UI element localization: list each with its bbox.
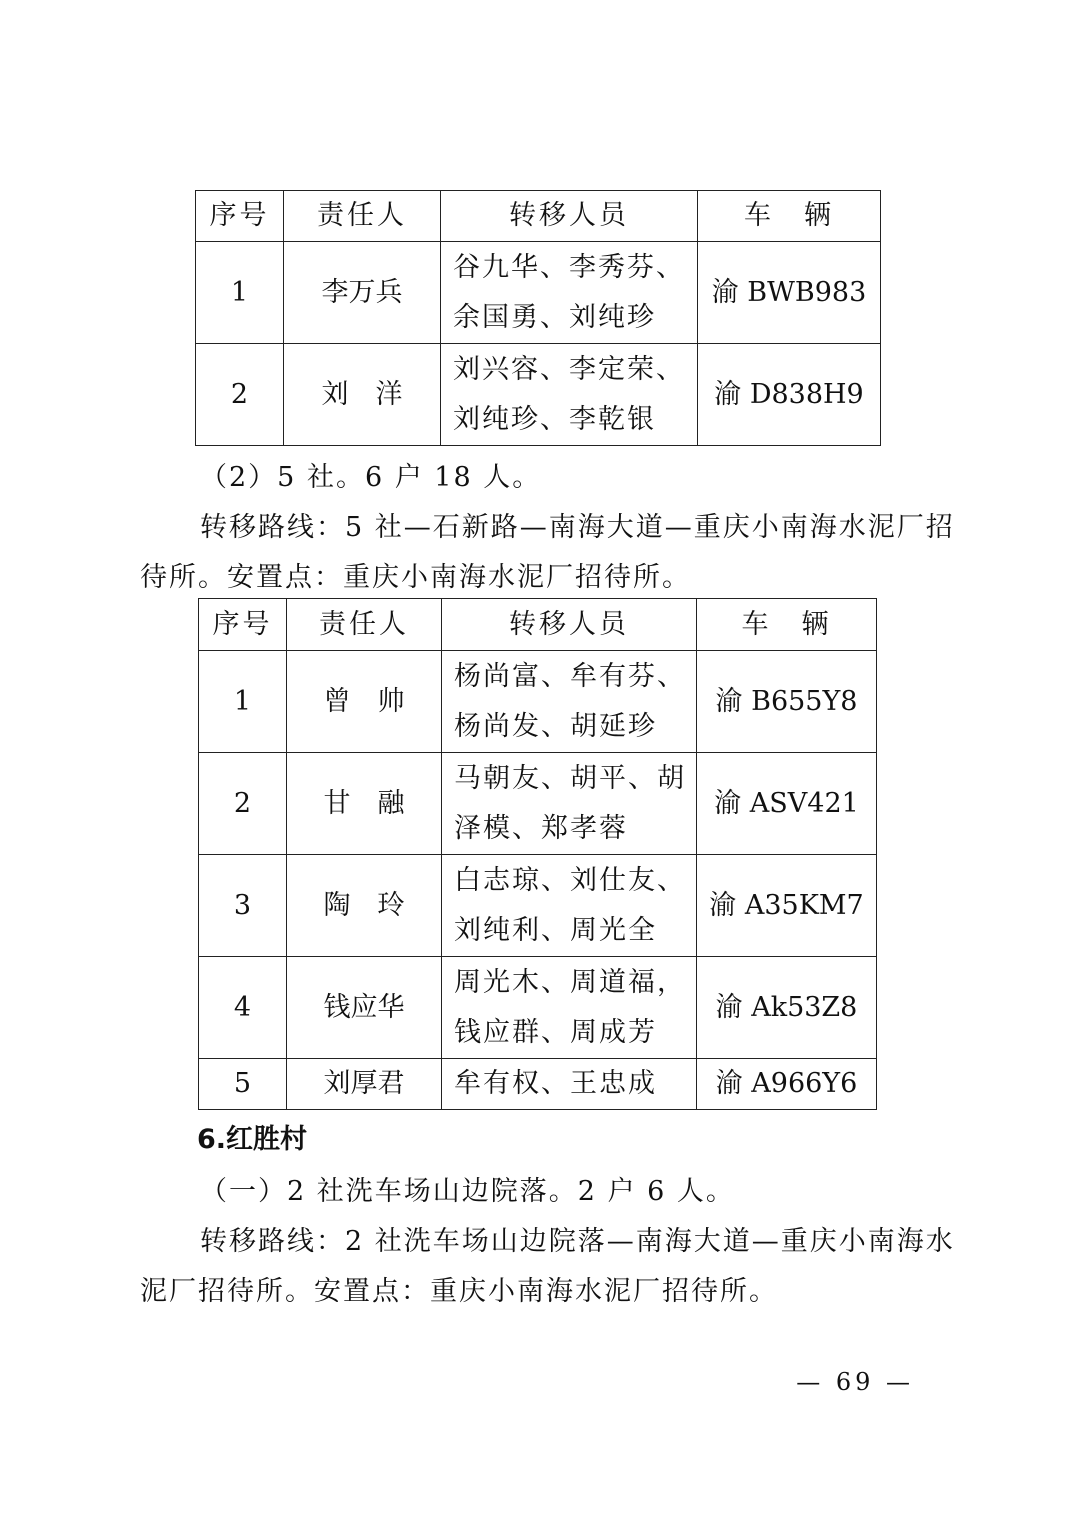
table-row [196,242,881,344]
header-person: 责任人 [284,191,441,242]
table-row [199,1059,877,1110]
row-vehicle: 渝 D838H9 [698,344,881,446]
section-2-title: （2）5 社。6 户 18 人。 [200,462,542,493]
header-no: 序号 [199,599,287,651]
row-transfer: 杨尚富、牟有芬、 杨尚发、胡延珍 [442,651,697,753]
header-vehicle: 车 辆 [697,599,877,651]
row-vehicle: 渝 Ak53Z8 [697,957,877,1059]
village-heading: 6.红胜村 [197,1124,308,1155]
header-no: 序号 [196,191,284,242]
row-no: 4 [199,957,287,1059]
row-no: 2 [199,753,287,855]
header-person: 责任人 [287,599,442,651]
table-row [199,957,877,1059]
row-no: 1 [196,242,284,344]
header-transfer: 转移人员 [441,191,698,242]
row-no: 2 [196,344,284,446]
header-vehicle: 车 辆 [698,191,881,242]
row-person: 刘 洋 [284,344,441,446]
row-transfer: 周光木、周道福， 钱应群、周成芳 [442,957,697,1059]
row-vehicle: 渝 B655Y8 [697,651,877,753]
row-vehicle: 渝 A35KM7 [697,855,877,957]
table-row [196,344,881,446]
row-transfer: 马朝友、胡平、胡 泽模、郑孝蓉 [442,753,697,855]
row-no: 3 [199,855,287,957]
row-person: 刘厚君 [287,1059,442,1110]
row-vehicle: 渝 BWB983 [698,242,881,344]
row-vehicle: 渝 A966Y6 [697,1059,877,1110]
row-vehicle: 渝 ASV421 [697,753,877,855]
table-row [199,651,877,753]
row-transfer: 白志琼、刘仕友、 刘纯利、周光全 [442,855,697,957]
section-a-route-line2: 泥厂招待所。安置点：重庆小南海水泥厂招待所。 [140,1276,778,1307]
transfer-table-1 [195,190,881,446]
row-person: 钱应华 [287,957,442,1059]
transfer-table-2 [198,598,877,1110]
row-no: 5 [199,1059,287,1110]
section-2-route-line2: 待所。安置点：重庆小南海水泥厂招待所。 [140,562,691,593]
row-transfer: 牟有权、王忠成 [442,1059,697,1110]
page-number: — 69 — [796,1368,914,1396]
header-transfer: 转移人员 [442,599,697,651]
row-person: 曾 帅 [287,651,442,753]
section-a-route-line1: 转移路线：2 社洗车场山边院落—南海大道—重庆小南海水 [200,1226,955,1257]
table-row [199,855,877,957]
row-transfer: 谷九华、李秀芬、 余国勇、刘纯珍 [441,242,698,344]
row-person: 李万兵 [284,242,441,344]
table-row [199,753,877,855]
row-transfer: 刘兴容、李定荣、 刘纯珍、李乾银 [441,344,698,446]
row-no: 1 [199,651,287,753]
row-person: 陶 玲 [287,855,442,957]
section-a-title: （一）2 社洗车场山边院落。2 户 6 人。 [200,1176,735,1207]
row-person: 甘 融 [287,753,442,855]
section-2-route-line1: 转移路线：5 社—石新路—南海大道—重庆小南海水泥厂招 [200,512,955,543]
